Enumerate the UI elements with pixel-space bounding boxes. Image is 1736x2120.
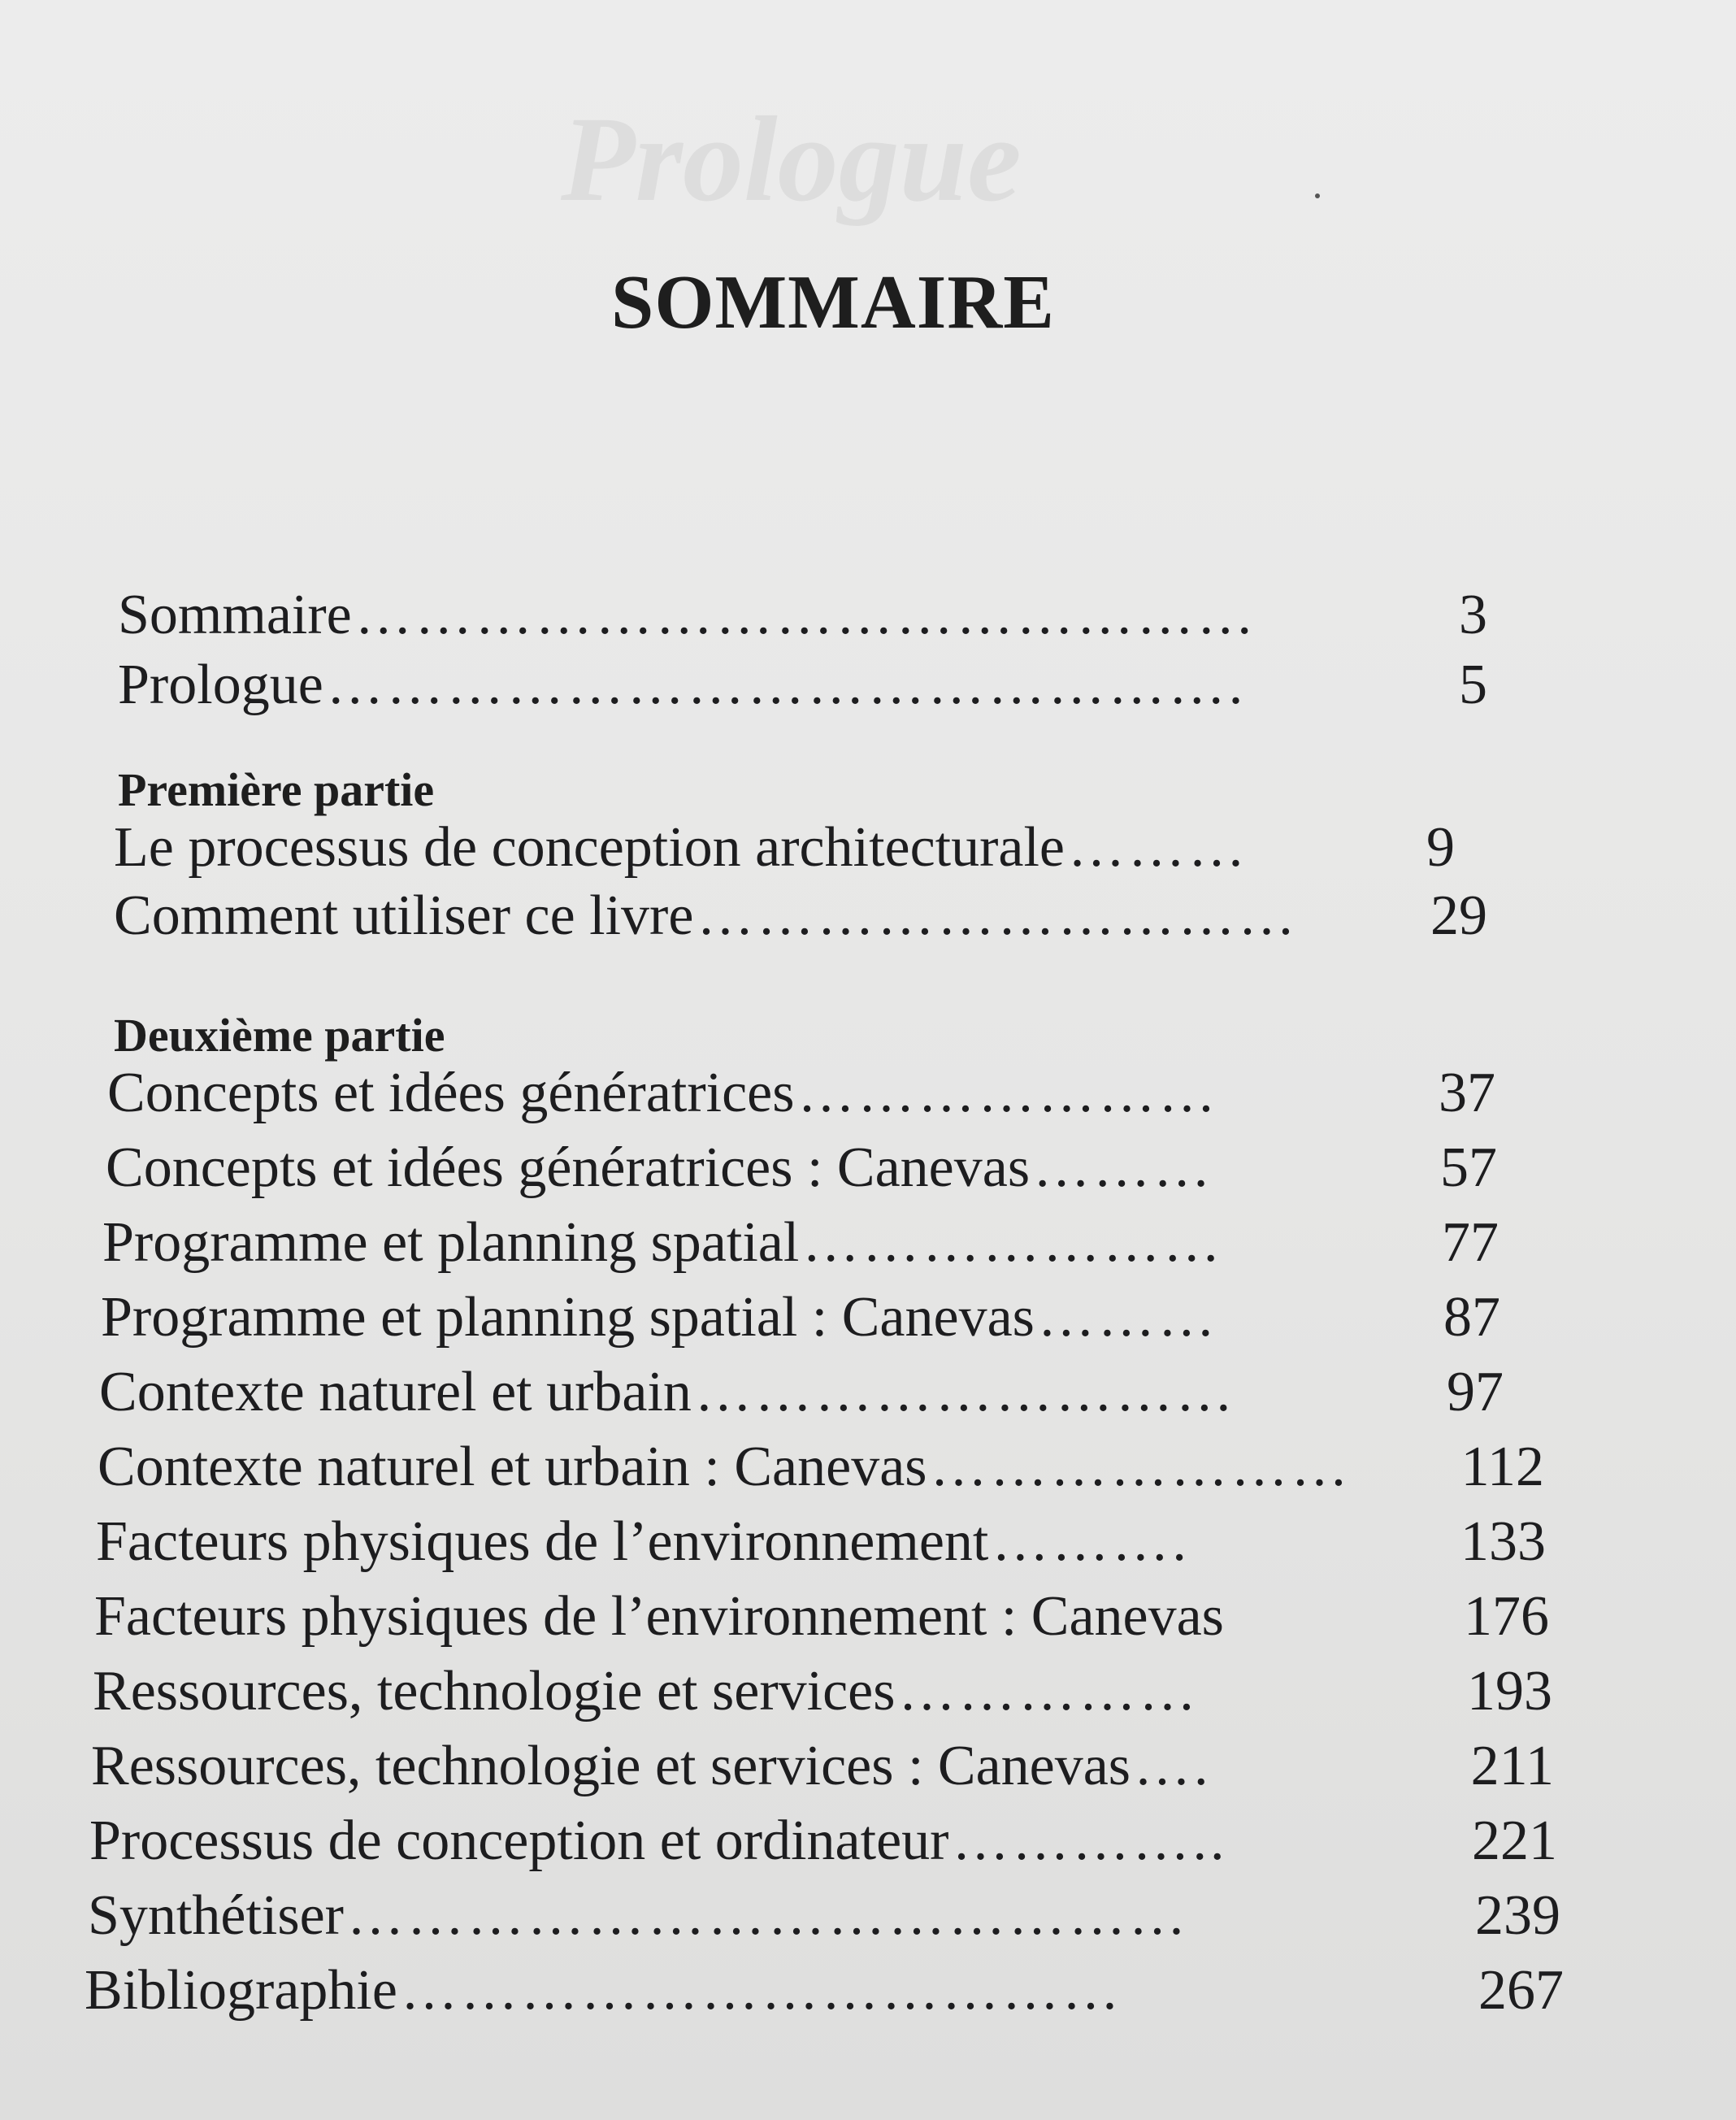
toc-entry-label: Facteurs physiques de l’environnement : Canevas — [94, 1585, 1224, 1648]
toc-page-number: 77 — [1442, 1211, 1499, 1274]
part-heading: Première partie — [118, 763, 435, 816]
leader-dots: …………………………………… — [346, 1888, 1189, 1944]
toc-entry-label: Ressources, technologie et services : Canevas — [91, 1735, 1131, 1797]
toc-entry-label: Sommaire — [118, 584, 352, 646]
toc-page-number: 133 — [1460, 1510, 1546, 1573]
leader-dots: ……………………………………… — [354, 587, 1257, 644]
toc-entry[interactable] — [94, 1585, 1549, 1648]
toc-entry[interactable] — [114, 884, 1487, 947]
toc-entry-label: Ressources, technologie et services — [93, 1660, 896, 1722]
toc-entry[interactable] — [114, 816, 1455, 879]
toc-entry[interactable] — [91, 1735, 1554, 1797]
toc-entry[interactable] — [98, 1436, 1544, 1498]
leader-dots: ………………… — [802, 1214, 1224, 1271]
leader-dots: ……………………………… — [400, 1962, 1122, 2019]
leader-dots: …………… — [898, 1663, 1200, 1720]
leader-dots: ……… — [1033, 1140, 1214, 1197]
toc-page-number: 97 — [1447, 1361, 1504, 1423]
toc-entry[interactable] — [106, 1136, 1497, 1199]
toc-entry-label: Le processus de conception architecturale — [114, 816, 1065, 879]
leader-dots: ………………… — [797, 1065, 1219, 1122]
toc-entry-label: Contexte naturel et urbain : Canevas — [98, 1436, 927, 1498]
leader-dots: ………. — [992, 1514, 1190, 1570]
toc-entry-label: Bibliographie — [85, 1959, 397, 2022]
leader-dots: ……… — [1068, 819, 1249, 876]
toc-entry[interactable] — [102, 1211, 1499, 1274]
toc-entry[interactable] — [89, 1809, 1557, 1872]
toc-entry[interactable] — [96, 1510, 1546, 1573]
page-title: SOMMAIRE — [611, 260, 1055, 345]
toc-entry-label: Programme et planning spatial : Canevas — [101, 1286, 1035, 1349]
toc-entry[interactable] — [118, 584, 1487, 646]
toc-entry-label: Comment utiliser ce livre — [114, 884, 694, 947]
leader-dots: …. — [1134, 1738, 1212, 1795]
toc-page-number: 211 — [1470, 1735, 1554, 1797]
leader-dots: ………….. — [952, 1813, 1228, 1870]
part-heading: Deuxième partie — [114, 1009, 445, 1062]
toc-entry-label: Programme et planning spatial — [102, 1211, 800, 1274]
toc-entry[interactable] — [88, 1884, 1560, 1947]
toc-entry[interactable] — [99, 1361, 1504, 1423]
toc-entry[interactable] — [101, 1286, 1500, 1349]
toc-entry[interactable] — [118, 654, 1487, 716]
toc-entry-label: Processus de conception et ordinateur — [89, 1809, 949, 1872]
toc-page-number: 5 — [1459, 654, 1487, 716]
toc-entry-label: Contexte naturel et urbain — [99, 1361, 692, 1423]
toc-page-number: 57 — [1440, 1136, 1497, 1199]
toc-entry-label: Facteurs physiques de l’environnement — [96, 1510, 989, 1573]
leader-dots: ………………………………………. — [326, 657, 1247, 714]
toc-page-number: 239 — [1475, 1884, 1560, 1947]
toc-page-number: 37 — [1439, 1062, 1495, 1124]
leader-dots: ………………… — [930, 1439, 1352, 1496]
toc-entry-label: Concepts et idées génératrices — [107, 1062, 795, 1124]
toc-entry-label: Concepts et idées génératrices : Canevas — [106, 1136, 1031, 1199]
leader-dots: ………………………… — [697, 888, 1299, 945]
toc-page-number: 193 — [1467, 1660, 1552, 1722]
toc-entry-label: Synthétiser — [88, 1884, 344, 1947]
toc-page-number: 29 — [1430, 884, 1487, 947]
toc-entry[interactable] — [93, 1660, 1552, 1722]
leader-dots: ……………………… — [694, 1364, 1236, 1421]
toc-page-number: 3 — [1459, 584, 1487, 646]
toc-entry[interactable] — [85, 1959, 1564, 2022]
toc-page-number: 176 — [1464, 1585, 1549, 1648]
show-through-text: Prologue — [561, 92, 1022, 227]
toc-page-number: 9 — [1426, 816, 1455, 879]
toc-page-number: 267 — [1478, 1959, 1564, 2022]
toc-page-number: 221 — [1472, 1809, 1557, 1872]
toc-page-number: 87 — [1443, 1286, 1500, 1349]
toc-entry-label: Prologue — [118, 654, 323, 716]
leader-dots: ……… — [1037, 1289, 1218, 1346]
toc-page-number: 112 — [1460, 1436, 1544, 1498]
toc-entry[interactable] — [107, 1062, 1495, 1124]
